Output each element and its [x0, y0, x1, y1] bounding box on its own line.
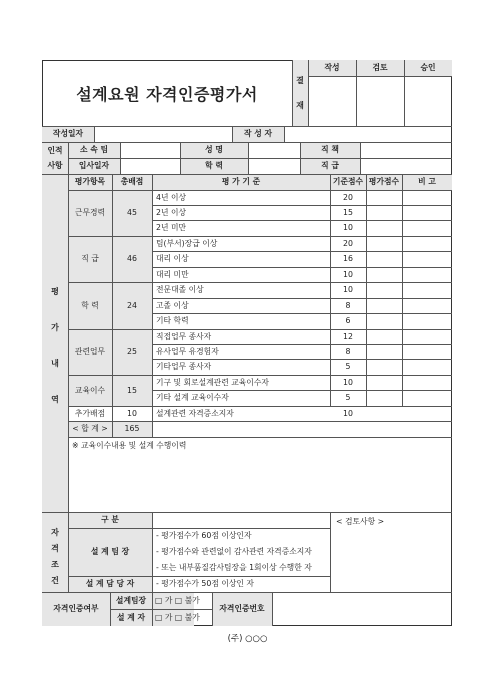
- eval-base-score: 16: [343, 254, 353, 263]
- staff-label: 설 계 담 당 자: [85, 579, 135, 588]
- eval-criteria: 팀(부서)장급 이상: [156, 239, 218, 248]
- eval-base-score: 12: [343, 332, 353, 341]
- education-history-field[interactable]: [68, 452, 452, 510]
- rank-label: 직 급: [321, 161, 339, 170]
- eval-header-base-score: 기준점수: [332, 177, 364, 186]
- page-title: 설계요원 자격인증평가서: [76, 85, 258, 104]
- eval-criteria: 대리 미만: [156, 270, 189, 279]
- eval-criteria: 기타 설계 교육이수자: [156, 393, 229, 402]
- rule: [152, 174, 153, 437]
- rule: [68, 236, 452, 237]
- approval-side-shade: [292, 60, 308, 126]
- staff-condition: - 평가점수가 50점 이상인 자: [156, 579, 254, 588]
- eval-group-total: 10: [127, 409, 137, 418]
- cert-staff-label: 설 계 자: [116, 613, 146, 622]
- eval-group-name: 관련업무: [74, 347, 106, 356]
- name-field[interactable]: [248, 142, 300, 158]
- rule: [152, 313, 452, 314]
- join-label: 입사일자: [78, 161, 110, 170]
- eval-criteria: 고졸 이상: [156, 301, 189, 310]
- rule: [68, 406, 452, 407]
- eval-criteria: 기타업무 종사자: [156, 362, 212, 371]
- eval-base-score: 5: [345, 393, 351, 402]
- rule: [68, 375, 452, 376]
- approval-col-review: 검토: [372, 63, 388, 72]
- cert-number-field[interactable]: [272, 592, 452, 626]
- eval-base-score: 20: [343, 193, 353, 202]
- edu-label: 학 력: [205, 161, 223, 170]
- eval-criteria: 4년 이상: [156, 193, 187, 202]
- rule: [68, 190, 452, 191]
- rule: [68, 282, 452, 283]
- rank-field[interactable]: [360, 158, 452, 174]
- rule: [152, 390, 452, 391]
- rule: [152, 251, 452, 252]
- dept-field[interactable]: [120, 142, 180, 158]
- rule: [152, 205, 452, 206]
- qual-side-label-2: 격: [51, 544, 59, 553]
- eval-side-label-2: 가: [51, 323, 59, 332]
- cert-leader-options[interactable]: □ 가 □ 불가: [155, 596, 200, 605]
- rule: [402, 174, 403, 406]
- eval-header-item: 평가항목: [74, 177, 106, 186]
- eval-group-total: 15: [127, 386, 137, 395]
- rule: [152, 344, 452, 345]
- rule: [110, 609, 212, 610]
- cert-leader-label: 설계팀장: [115, 596, 147, 605]
- rule: [68, 576, 330, 577]
- eval-side-label-1: 평: [51, 287, 59, 296]
- rule: [68, 437, 452, 438]
- leader-label: 설 계 팀 장: [90, 547, 130, 556]
- eval-group-total: 24: [127, 301, 137, 310]
- writer-label: 작 성 자: [243, 129, 273, 138]
- qual-side-label-1: 자: [51, 528, 59, 537]
- eval-item-shade: [68, 190, 112, 406]
- eval-base-score: 10: [343, 270, 353, 279]
- eval-group-total: 46: [127, 254, 137, 263]
- qual-side-label-3: 조: [51, 560, 59, 569]
- eval-criteria: 기타 학력: [156, 316, 189, 325]
- eval-base-score: 8: [345, 301, 351, 310]
- rule: [68, 528, 330, 529]
- eval-group-total: 45: [127, 208, 137, 217]
- eval-criteria: 전문대졸 이상: [156, 285, 204, 294]
- date-field[interactable]: [94, 126, 232, 142]
- approval-side-label-1: 결: [296, 76, 304, 85]
- approval-side-label-2: 재: [296, 101, 304, 110]
- eval-side-label-3: 내: [51, 359, 59, 368]
- eval-base-score: 10: [343, 378, 353, 387]
- eval-criteria: 대리 이상: [156, 254, 189, 263]
- rule: [152, 592, 153, 626]
- eval-sum-field[interactable]: [152, 421, 452, 437]
- eval-criteria: 기구 및 회로설계관련 교육이수자: [156, 378, 269, 387]
- cert-number-label: 자격인증번호: [219, 604, 265, 613]
- eval-sum-label: < 합 계 >: [72, 424, 108, 433]
- eval-base-score: 20: [343, 239, 353, 248]
- eval-criteria: 유사업무 유경험자: [156, 347, 219, 356]
- personal-side-label-2: 사항: [47, 161, 63, 170]
- eval-header-eval-score: 평가점수: [368, 177, 400, 186]
- review-field[interactable]: [330, 528, 452, 592]
- eval-base-score: 10: [343, 223, 353, 232]
- rule: [366, 174, 367, 406]
- eval-side-label-4: 역: [51, 395, 59, 404]
- position-label: 직 책: [321, 145, 339, 154]
- edu-field[interactable]: [248, 158, 300, 174]
- company-footer: (주) ○○○: [227, 634, 268, 644]
- rule: [152, 359, 452, 360]
- approval-sign-approve[interactable]: [404, 76, 452, 126]
- eval-base-score: 10: [343, 285, 353, 294]
- leader-condition: - 평가점수와 관련없이 감사관련 자격증소지자: [156, 547, 312, 556]
- eval-header-criteria: 평 가 기 준: [221, 177, 261, 186]
- eval-group-name: 추가배점: [74, 409, 106, 418]
- date-label: 작성일자: [52, 129, 84, 138]
- eval-base-score: 10: [343, 409, 353, 418]
- approval-col-approve: 승인: [420, 63, 436, 72]
- name-label: 성 명: [205, 145, 223, 154]
- eval-criteria: 직접업무 종사자: [156, 332, 212, 341]
- leader-condition: - 또는 내부품질감사팀장을 1회이상 수행한 자: [156, 563, 312, 572]
- eval-group-name: 근무경력: [74, 208, 106, 217]
- rule: [152, 267, 452, 268]
- eval-group-name: 직 급: [81, 254, 99, 263]
- eval-base-score: 8: [345, 347, 351, 356]
- review-label: < 검토사항 >: [336, 517, 385, 526]
- join-field[interactable]: [120, 158, 180, 174]
- eval-group-name: 교육이수: [74, 386, 106, 395]
- qual-side-label-4: 건: [51, 576, 59, 585]
- cert-label: 자격인증여부: [53, 604, 99, 613]
- eval-base-score: 5: [345, 362, 351, 371]
- eval-sum-value: 165: [124, 424, 140, 433]
- eval-criteria: 2년 미만: [156, 223, 187, 232]
- eval-criteria: 2년 이상: [156, 208, 187, 217]
- leader-condition: - 평가점수가 60점 이상인자: [156, 531, 252, 540]
- eval-total-shade: [112, 190, 152, 406]
- writer-field[interactable]: [284, 126, 452, 142]
- approval-col-write: 작성: [324, 63, 340, 72]
- rule: [68, 329, 452, 330]
- position-field[interactable]: [360, 142, 452, 158]
- eval-header-remarks: 비 고: [418, 177, 436, 186]
- eval-base-score: 6: [345, 316, 351, 325]
- personal-side-label-1: 인적: [47, 146, 63, 155]
- rule: [292, 60, 293, 126]
- cert-staff-options[interactable]: □ 가 □ 불가: [155, 613, 200, 622]
- qual-col-header: 구 분: [101, 515, 119, 524]
- approval-sign-write[interactable]: [308, 76, 356, 126]
- rule: [152, 220, 452, 221]
- rule: [42, 174, 452, 175]
- eval-criteria: 설계관련 자격증소지자: [156, 409, 234, 418]
- eval-side-shade: [42, 174, 68, 512]
- rule: [152, 512, 153, 592]
- eval-header-total: 총배점: [120, 177, 144, 186]
- eval-group-total: 25: [127, 347, 137, 356]
- eval-base-score: 15: [343, 208, 353, 217]
- approval-sign-review[interactable]: [356, 76, 404, 126]
- dept-label: 소 속 팀: [79, 145, 109, 154]
- education-note: ※ 교육이수내용 및 설계 수행이력: [72, 441, 187, 450]
- rule: [152, 298, 452, 299]
- rule: [42, 512, 452, 513]
- eval-group-name: 학 력: [81, 301, 99, 310]
